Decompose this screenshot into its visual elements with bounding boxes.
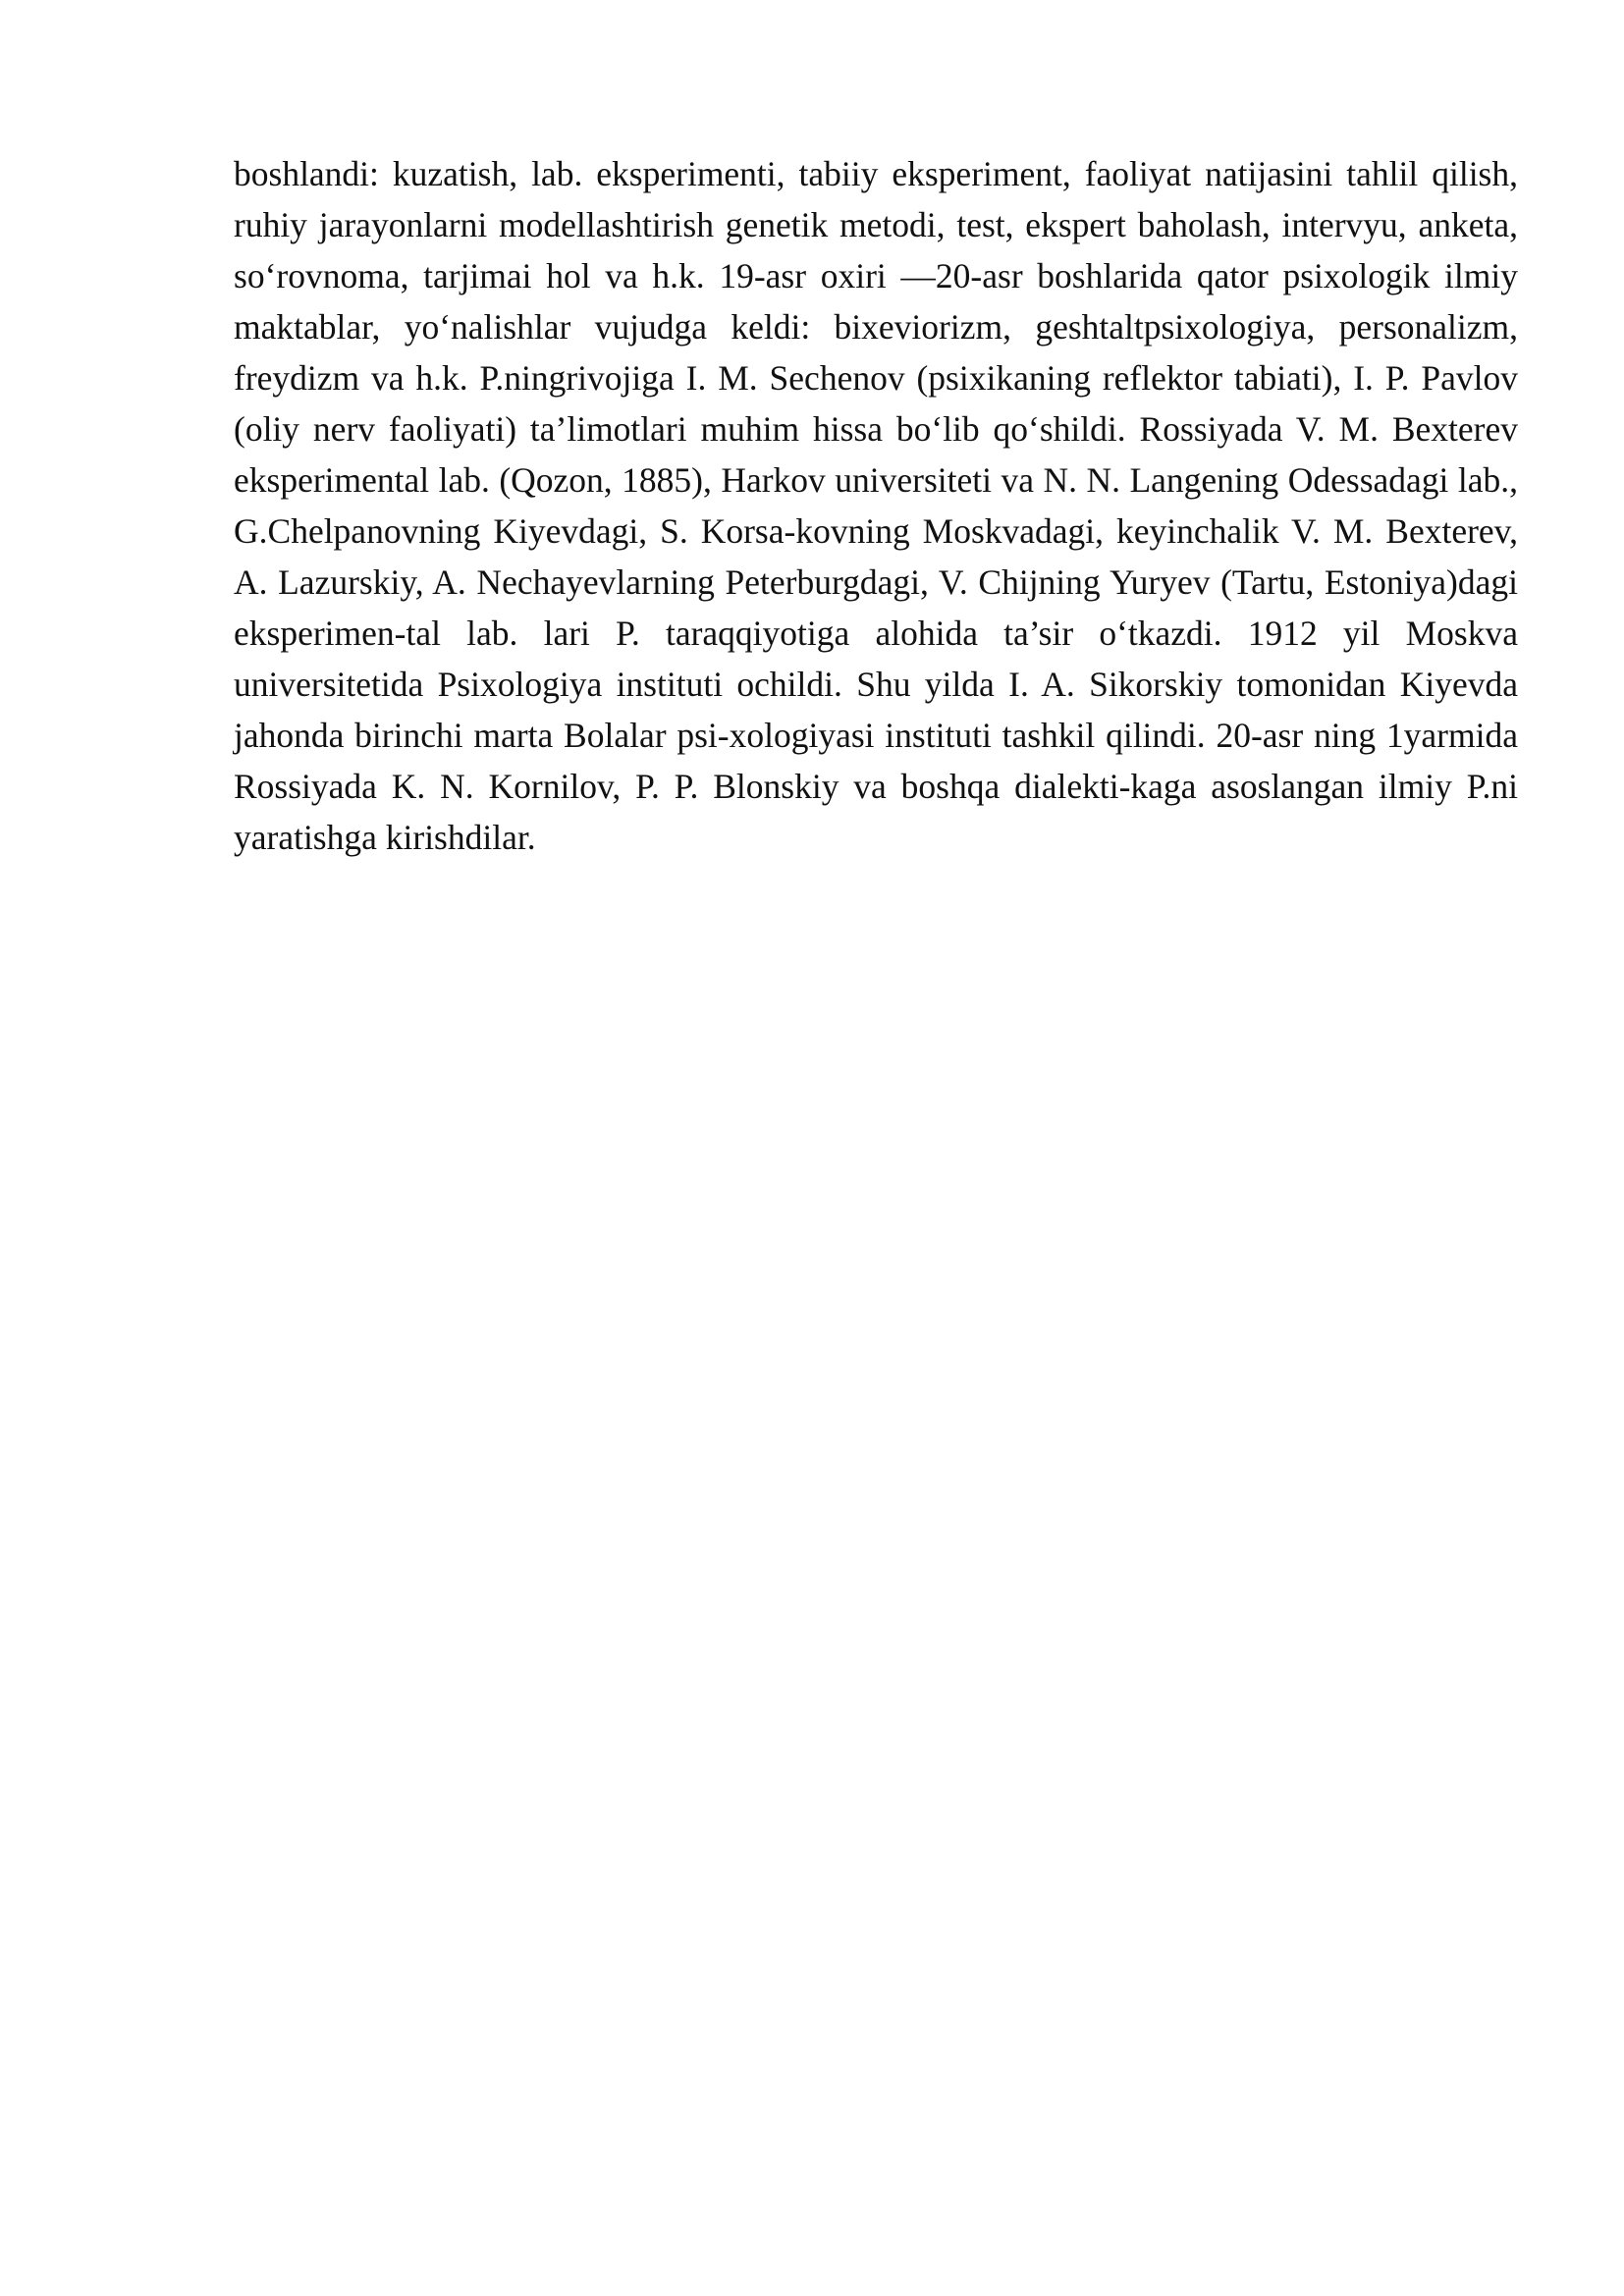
body-paragraph: boshlandi: kuzatish, lab. eksperimenti, tabiiy eksperiment, faoliyat natijasini tahlil qilish, ruhiy jarayonlarni modellashtirish genetik metodi, test, ekspert baholash, intervyu, anketa, so‘rovnoma, tarjimai hol va h.k. 19-asr oxiri —20-asr boshlarida qator psixologik ilmiy maktablar, yo‘nalishlar vujudga keldi: bixeviorizm, geshtaltpsixologiya, personalizm, freydizm va h.k. P.ningrivojiga I. M. Sechenov (psixikaning reflektor tabiati), I. P. Pavlov (oliy nerv faoliyati) ta’limotlari muhim hissa bo‘lib qo‘shildi. Rossiyada V. M. Bexterev eksperimental lab. (Qozon, 1885), Harkov universiteti va N. N. Langening Odessadagi lab., G.Chelpanovning Kiyevdagi, S. Korsa-kovning Moskvadagi, keyinchalik V. M. Bexterev, A. Lazurskiy, A. Nechayevlarning Peterburgdagi, V. Chijning Yuryev (Tartu, Estoniya)dagi eksperimen-tal lab. lari P. taraqqiyotiga alohida ta’sir o‘tkazdi. 1912 yil Moskva universitetida Psixologiya instituti ochildi. Shu yilda I. A. Sikorskiy tomonidan Kiyevda jahonda birinchi marta Bolalar psi-xologiyasi instituti tashkil qilindi. 20-asr ning 1yarmida Rossiyada K. N. Kornilov, P. P. Blonskiy va boshqa dialekti-kaga asoslangan ilmiy P.ni yaratishga kirishdilar.: [234, 154, 1518, 857]
